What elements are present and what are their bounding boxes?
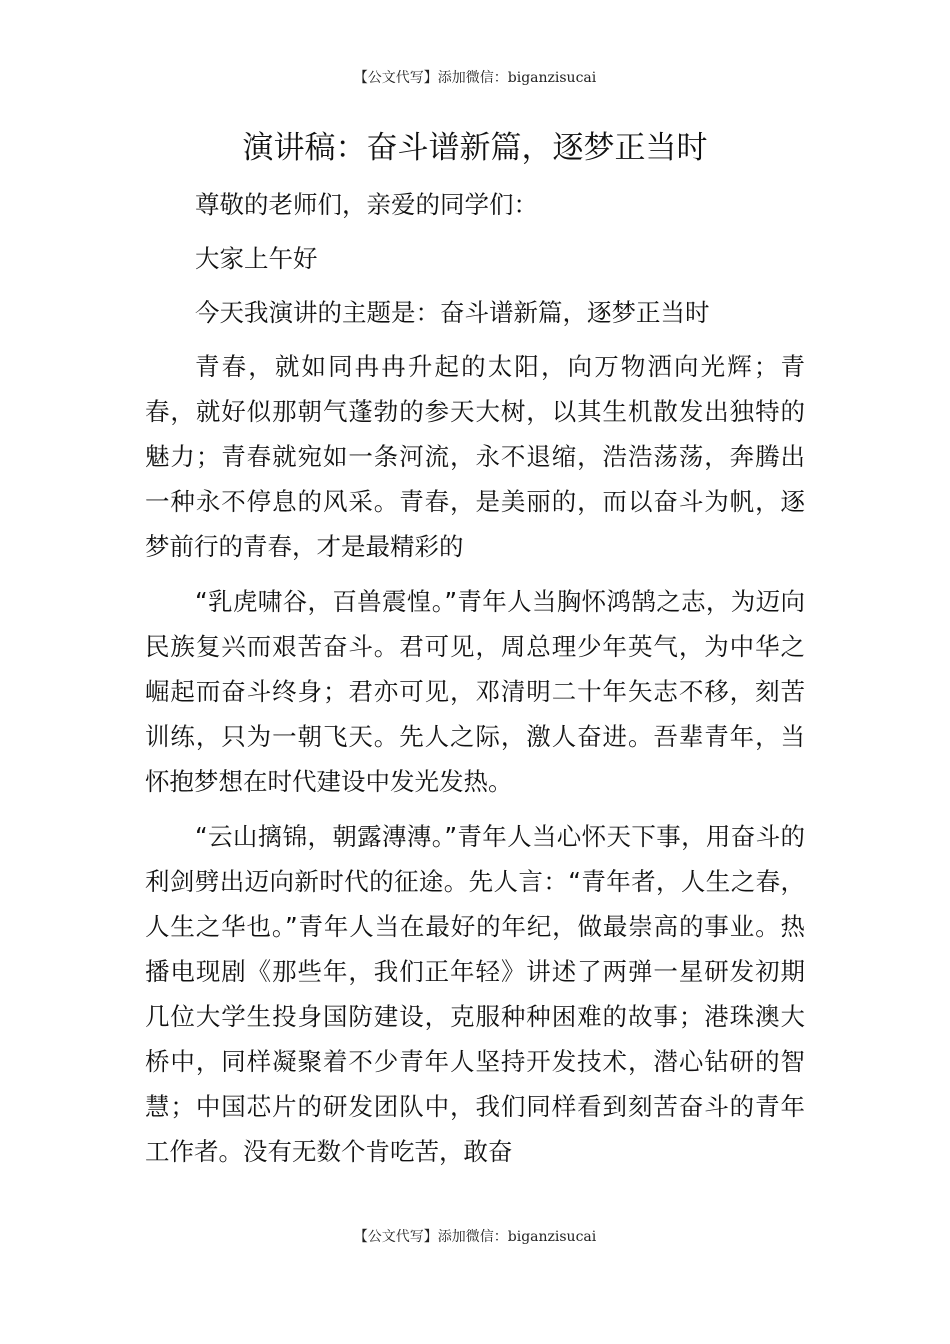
document-title: 演讲稿：奋斗谱新篇，逐梦正当时 — [242, 130, 708, 166]
salutation-paragraph: 尊敬的老师们，亲爱的同学们： — [195, 190, 538, 219]
greeting-paragraph: 大家上午好 — [195, 244, 318, 273]
page-footer: 【公文代写】添加微信：biganzisucai — [353, 1229, 597, 1245]
document-body — [145, 182, 805, 1184]
body-paragraph-tiger: “乳虎啸谷，百兽震惶。”青年人当胸怀鸿鹄之志，为迈向民族复兴而艰苦奋斗。君可见，周总理少年英气，为中华之崛起而奋斗终身；君亦可见，邓清明二十年矢志不移，刻苦训练，只为一朝飞天。先人之际，激人奋进。吾辈青年，当怀抱梦想在时代建设中发光发热。 — [145, 587, 805, 796]
body-paragraph-youth: 青春，就如同冉冉升起的太阳，向万物洒向光辉；青春，就好似那朝气蓬勃的参天大树，以其生机散发出独特的魅力；青春就宛如一条河流，永不退缩，浩浩荡荡，奔腾出一种永不停息的风采。青春，是美丽的，而以奋斗为帆，逐梦前行的青春，才是最精彩的 — [145, 352, 805, 561]
body-paragraph-clouds: “云山摛锦，朝露漙漙。”青年人当心怀天下事，用奋斗的利剑劈出迈向新时代的征途。先人言：“青年者，人生之春，人生之华也。”青年人当在最好的年纪，做最崇高的事业。热播电现剧《那些年，我们正年轻》讲述了两弹一星研发初期几位大学生投身国防建设，克服种种困难的故事；港珠澳大桥中，同样凝聚着不少青年人坚持开发技术，潜心钻研的智慧；中国芯片的研发团队中，我们同样看到刻苦奋斗的青年工作者。没有无数个肯吃苦，敢奋 — [145, 822, 805, 1166]
theme-paragraph: 今天我演讲的主题是：奋斗谱新篇，逐梦正当时 — [195, 298, 710, 327]
page-header: 【公文代写】添加微信：biganzisucai — [353, 70, 597, 86]
